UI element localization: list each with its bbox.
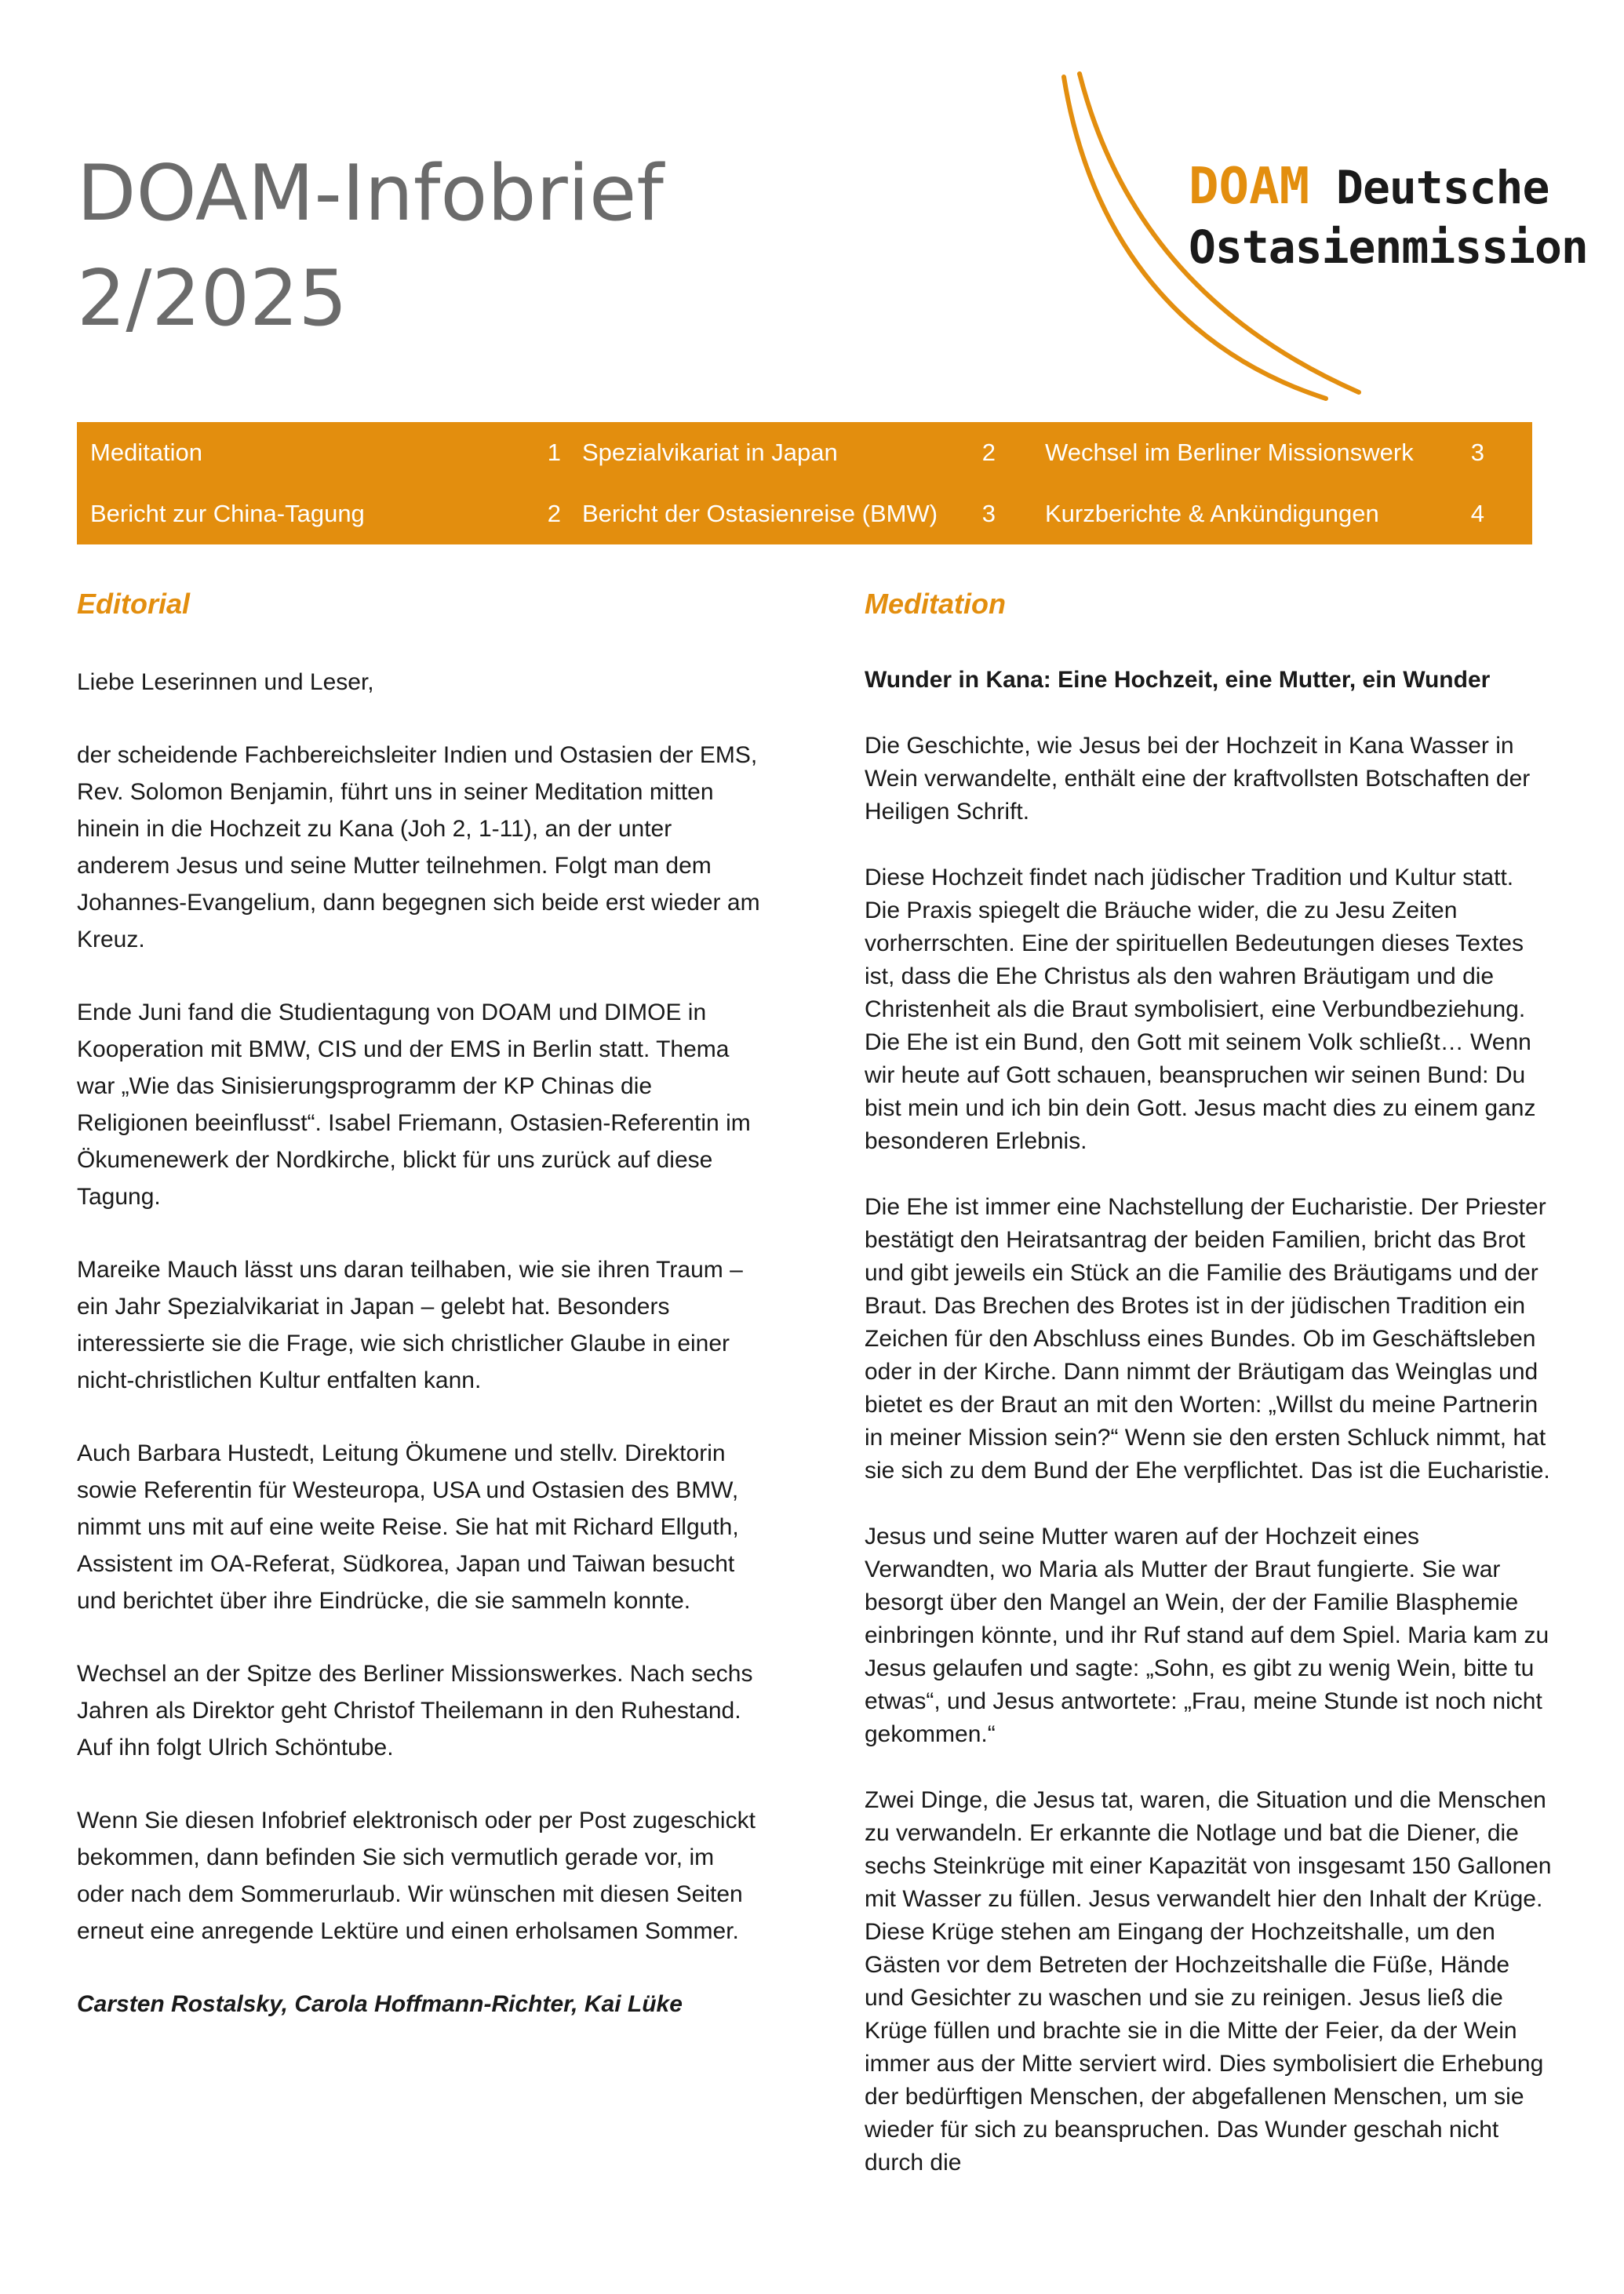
meditation-heading: Meditation [865,588,1006,620]
logo-brand: DOAM [1189,158,1310,216]
editorial-column [77,582,767,2059]
table-of-contents [77,422,1532,544]
editorial-paragraph: Auch Barbara Hustedt, Leitung Ökumene und stellv. Direktorin sowie Referentin für Westeuropa, USA und Ostasien des BMW, nimmt uns mit auf eine weite Reise. Sie hat mit Richard Ellguth, Assistent im OA-Referat, Südkorea, Japan und Taiwan besucht und berichtet über ihre Eindrücke, die sie sammeln konnte. [77,1440,739,1614]
meditation-paragraph: Jesus und seine Mutter waren auf der Hochzeit eines Verwandten, wo Maria als Mutter der Braut fungierte. Sie war besorgt über den Mangel an Wein, der der Familie Blasphemie einbringen könnte, und ihr Ruf stand auf dem Spiel. Maria kam zu Jesus gelaufen und sagte: „Sohn, es gibt zu wenig Wein, bitte tu etwas“, und Jesus antwortete: „Frau, meine Stunde ist noch nicht gekommen.“ [865,1524,1549,1747]
toc-item-page: 3 [981,500,996,527]
meditation-paragraph: Die Ehe ist immer eine Nachstellung der Eucharistie. Der Priester bestätigt den Heiratsantrag der beiden Familien, bricht das Brot und gibt jeweils ein Stück an die Familie des Bräutigams und der Braut. Das Brechen des Brotes ist in der jüdischen Tradition ein Zeichen für den Abschluss eines Bundes. Ob im Geschäftsleben oder in der Kirche. Dann nimmt der Bräutigam das Weinglas und bietet es der Braut an mit den Worten: „Willst du meine Partnerin in meiner Mission sein?“ Wenn sie den ersten Schluck nimmt, hat sie sich zu dem Bund der Ehe verpflichtet. Das ist die Eucharistie. [865,1194,1550,1484]
editorial-paragraph: Wenn Sie diesen Infobrief elektronisch oder per Post zugeschickt bekommen, dann befinden Sie sich vermutlich gerade vor, im oder nach dem Sommerurlaub. Wir wünschen mit diesen Seiten erneut eine anregende Lektüre und einen erholsamen Sommer. [77,1808,756,1944]
page-title [77,141,664,351]
meditation-paragraph: Zwei Dinge, die Jesus tat, waren, die Situation und die Menschen zu verwandeln. Er erkannte die Notlage und bat die Diener, die sechs Steinkrüge mit einer Kapazität von insgesamt 150 Gallonen mit Wasser zu füllen. Jesus verwandelt hier den Inhalt der Krüge. Diese Krüge stehen am Eingang der Hochzeitshalle, um den Gästen vor dem Betreten der Hochzeitshalle die Füße, Hände und Gesichter zu waschen und sie zu reinigen. Jesus ließ die Krüge füllen und brachte sie in die Mitte der Feier, da der Wein immer aus der Mitte serviert wird. Dies symbolisiert die Erhebung der bedürftigen Menschen, der abgefallenen Menschen, um sie wieder für sich zu beanspruchen. Das Wunder geschah nicht durch die [865,1787,1552,2176]
toc-item-label: Wechsel im Berliner Missionswerk [1045,439,1414,466]
toc-item-label: Kurzberichte & Ankündigungen [1045,500,1379,527]
toc-item[interactable] [582,422,996,483]
title-line-1: DOAM-Infobrief [77,149,664,239]
meditation-paragraph: Diese Hochzeit findet nach jüdischer Tradition und Kultur statt. Die Praxis spiegelt die Bräuche wider, die zu Jesu Zeiten vorherrschten. Eine der spirituellen Bedeutungen dieses Textes ist, dass die Ehe Christus als den wahren Bräutigam und die Christenheit als die Braut symbolisiert, eine Verbundbeziehung. Die Ehe ist ein Bund, den Gott mit seinem Volk schließt… Wenn wir heute auf Gott schauen, beanspruchen wir seinen Bund: Du bist mein und ich bin dein Gott. Jesus macht dies zu einem ganz besonderen Erlebnis. [865,865,1536,1154]
toc-item-page: 4 [1470,500,1484,527]
toc-item-page: 1 [547,439,561,466]
toc-item-label: Meditation [90,439,203,466]
toc-item-label: Spezialvikariat in Japan [582,439,838,466]
editorial-paragraph: der scheidende Fachbereichsleiter Indien und Ostasien der EMS, Rev. Solomon Benjamin, führt uns in seiner Meditation mitten hinein in die Hochzeit zu Kana (Joh 2, 1-11), an der unter anderem Jesus und seine Mutter teilnehmen. Folgt man dem Johannes-Evangelium, dann begegnen sich beide erst wieder am Kreuz. [77,742,760,952]
logo-name-2: Ostasienmission [1189,220,1588,274]
editorial-paragraph: Mareike Mauch lässt uns daran teilhaben, wie sie ihren Traum – ein Jahr Spezialvikariat in Japan – gelebt hat. Besonders interessierte sie die Frage, wie sich christlicher Glaube in einer nicht-christlichen Kultur entfalten kann. [77,1257,743,1393]
logo-line-1 [1189,157,1588,217]
toc-item-page: 3 [1470,439,1484,466]
editorial-paragraph: Liebe Leserinnen und Leser, [77,669,374,695]
editorial-paragraph: Wechsel an der Spitze des Berliner Missionswerkes. Nach sechs Jahren als Direktor geht Christof Theilemann in den Ruhestand. Auf ihn folgt Ulrich Schöntube. [77,1661,753,1761]
editorial-heading: Editorial [77,588,191,620]
toc-item[interactable] [90,422,561,483]
toc-item[interactable] [1045,422,1484,483]
meditation-column [865,582,1555,2212]
logo-name-1: Deutsche [1336,161,1549,214]
meditation-paragraph: Die Geschichte, wie Jesus bei der Hochzeit in Kana Wasser in Wein verwandelte, enthält eine der kraftvollsten Botschaften der Heiligen Schrift. [865,733,1531,825]
editorial-signature: Carsten Rostalsky, Carola Hoffmann-Richter, Kai Lüke [77,1991,683,2017]
meditation-subheading: Wunder in Kana: Eine Hochzeit, eine Mutter, ein Wunder [865,667,1491,693]
toc-item-label: Bericht zur China-Tagung [90,500,365,527]
toc-item-label: Bericht der Ostasienreise (BMW) [582,500,938,527]
title-line-2: 2/2025 [77,254,348,344]
toc-item-page: 2 [981,439,996,466]
toc-item[interactable] [1045,483,1484,544]
toc-item-page: 2 [547,500,561,527]
logo [1189,157,1588,277]
editorial-paragraph: Ende Juni fand die Studientagung von DOAM und DIMOE in Kooperation mit BMW, CIS und der EMS in Berlin statt. Thema war „Wie das Sinisierungsprogramm der KP Chinas die Religionen beeinflusst“. Isabel Friemann, Ostasien-Referentin im Ökumenewerk der Nordkirche, blickt für uns zurück auf diese Tagung. [77,1000,751,1210]
toc-item[interactable] [582,483,996,544]
toc-item[interactable] [90,483,561,544]
